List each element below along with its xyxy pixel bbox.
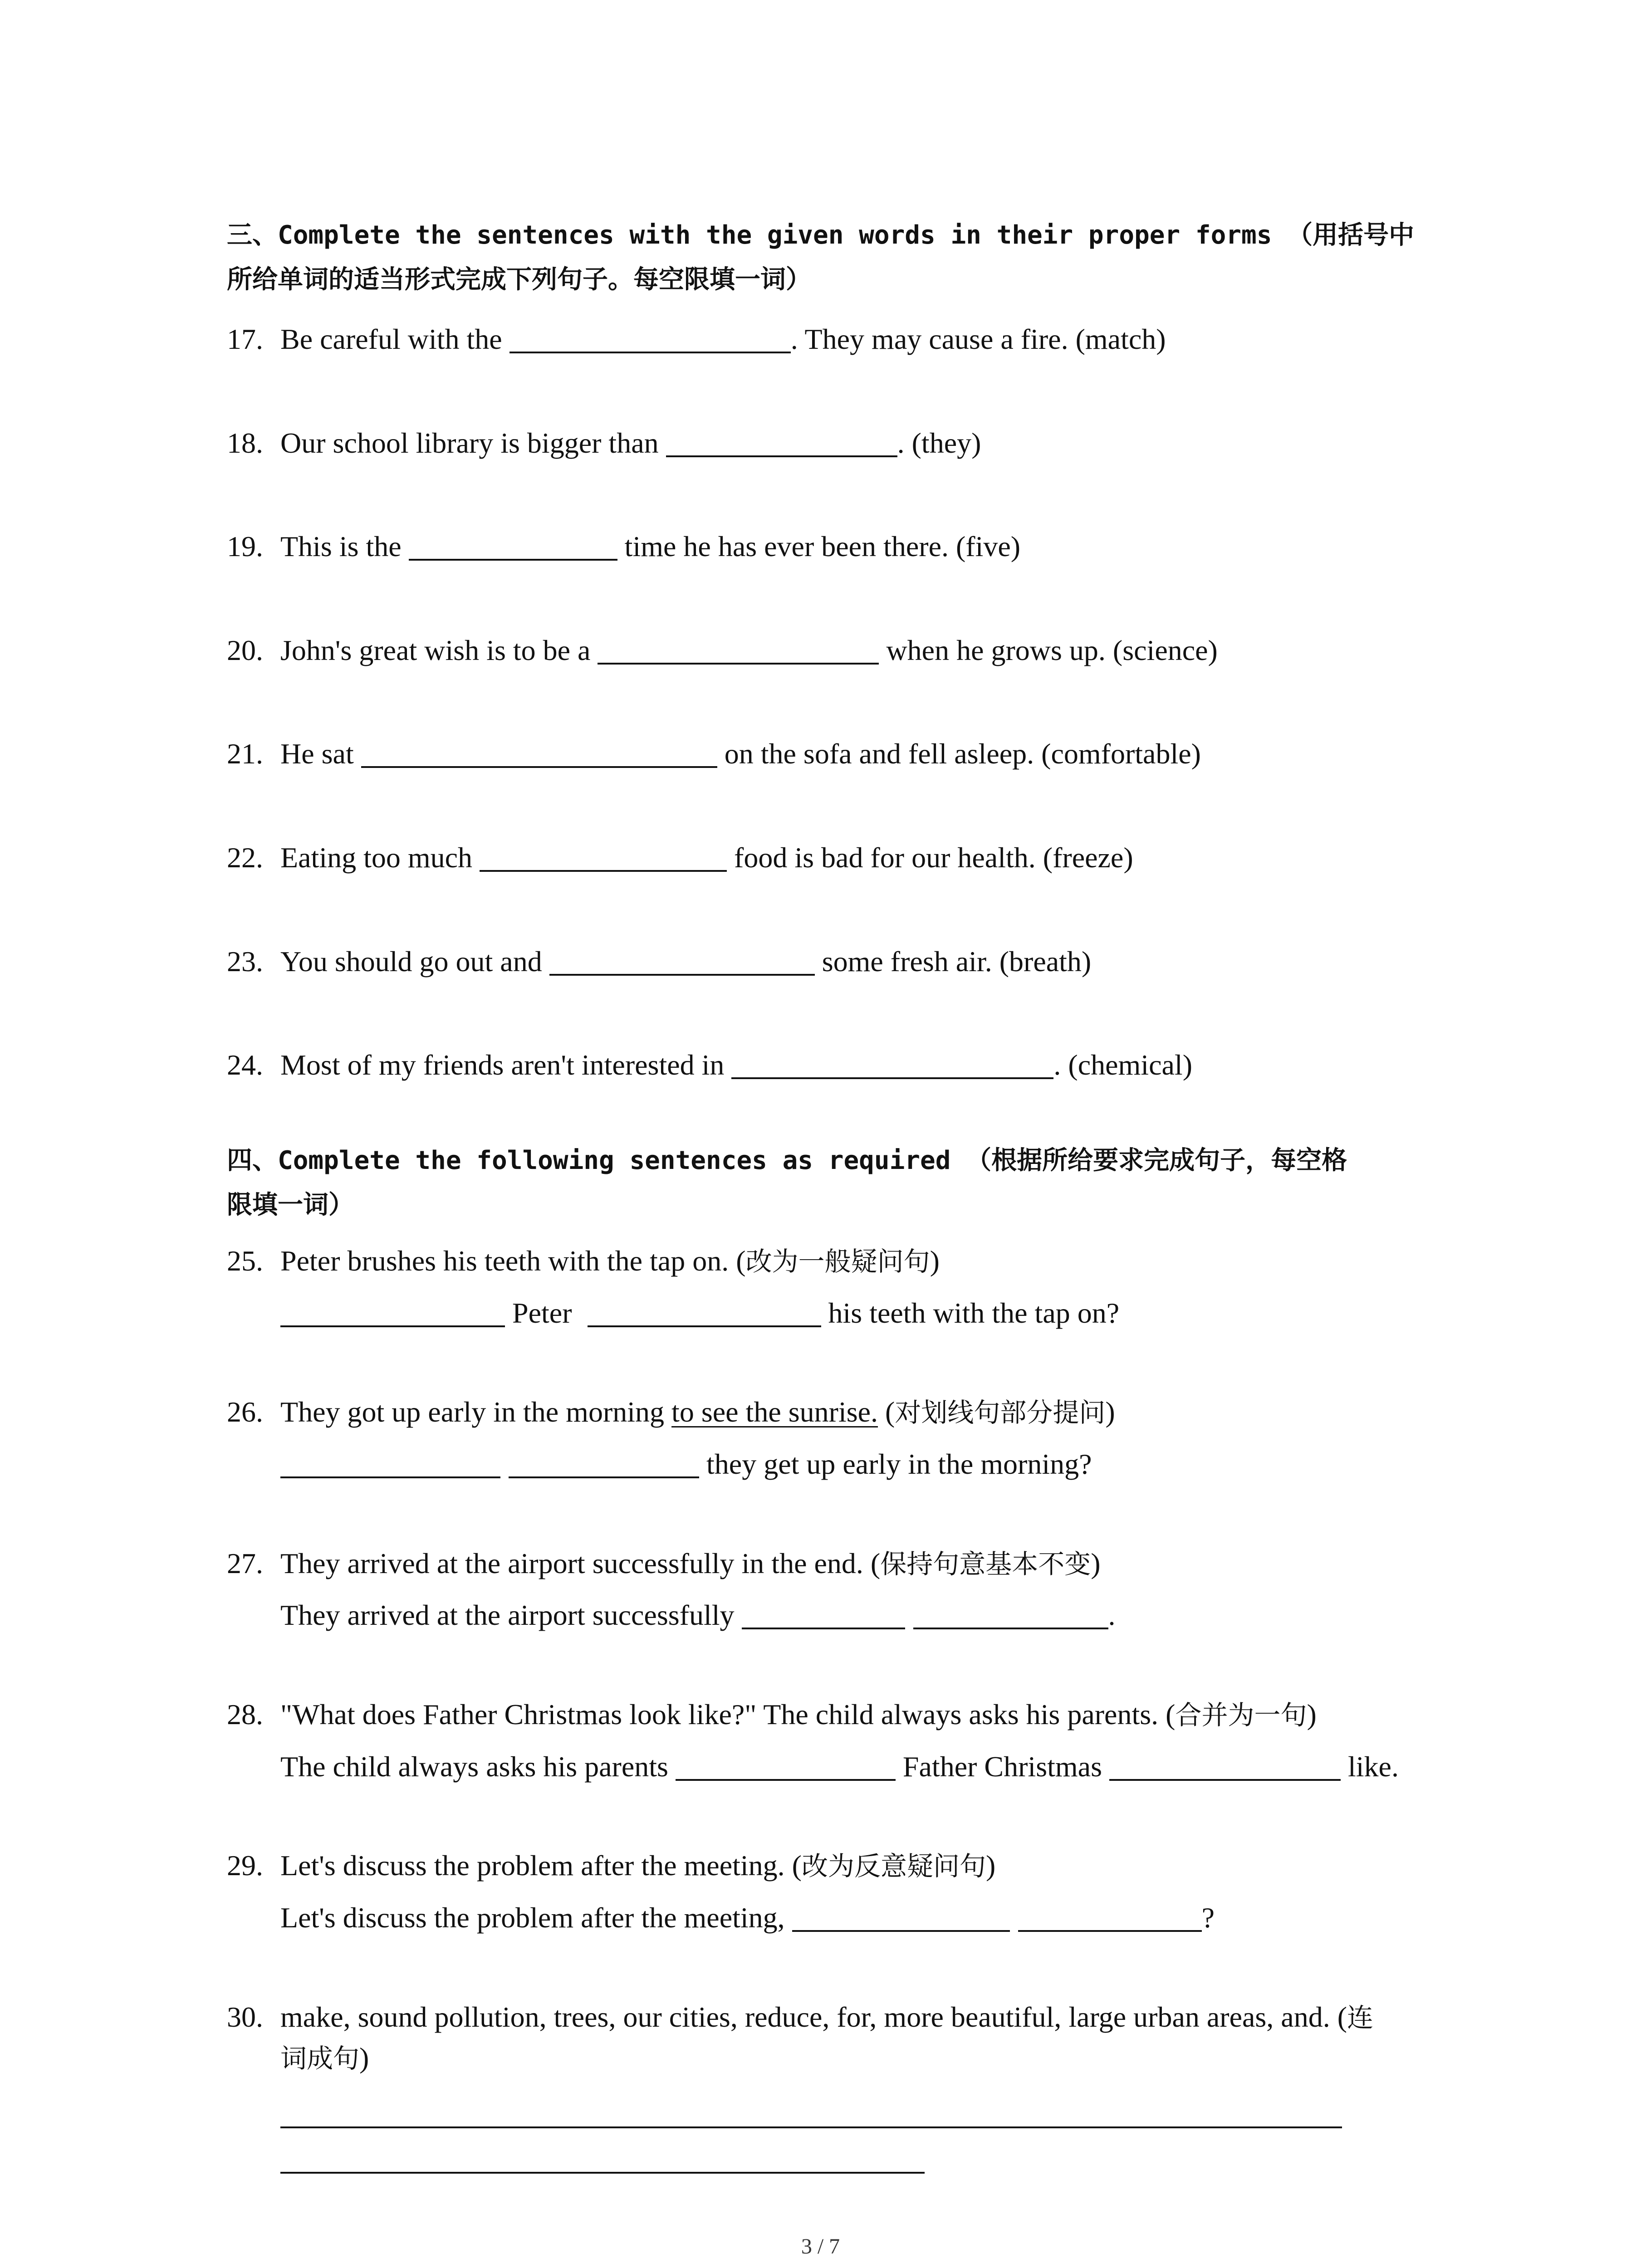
- instruction-text: 改为反意疑问句: [801, 1851, 986, 1882]
- question-text-b: food is bad for our health. (freeze): [727, 841, 1133, 874]
- question-number: 18.: [227, 427, 263, 459]
- question-22: [227, 837, 1133, 878]
- answer-text-a: Let's discuss the problem after the meeting,: [280, 1901, 792, 1934]
- question-29-answer: [280, 1897, 1215, 1938]
- question-text-a: He sat: [280, 738, 361, 770]
- question-number: 29.: [227, 1849, 263, 1882]
- question-number: 24.: [227, 1049, 263, 1081]
- question-number: 26.: [227, 1396, 263, 1428]
- question-text: "What does Father Christmas look like?" The child always asks his parents. (: [280, 1698, 1176, 1730]
- question-27-prompt: [227, 1543, 1101, 1584]
- answer-blank[interactable]: [913, 1599, 1108, 1629]
- question-25-answer: [280, 1293, 1119, 1334]
- question-text: make, sound pollution, trees, our cities, reduce, for, more beautiful, large urban areas, and. (: [280, 2001, 1347, 2033]
- question-number: 27.: [227, 1547, 263, 1579]
- question-text-a: Eating too much: [280, 841, 480, 874]
- question-21: [227, 733, 1201, 774]
- question-number: 25.: [227, 1245, 263, 1277]
- instruction-close: ): [1105, 1396, 1115, 1428]
- instruction-close: ): [930, 1245, 940, 1277]
- answer-blank[interactable]: [480, 842, 727, 872]
- answer-text-a: The child always asks his parents: [280, 1750, 676, 1783]
- answer-text-end: they get up early in the morning?: [699, 1448, 1092, 1480]
- section-4-heading: [227, 1139, 1452, 1227]
- question-text-a: They got up early in the morning: [280, 1396, 672, 1428]
- answer-blank[interactable]: [666, 427, 897, 457]
- question-text-a: John's great wish is to be a: [280, 634, 598, 666]
- answer-blank[interactable]: [742, 1599, 905, 1629]
- question-text-a: Be careful with the: [280, 323, 509, 355]
- question-number: 28.: [227, 1698, 263, 1730]
- question-23: [227, 941, 1091, 982]
- question-text-b: when he grows up. (science): [879, 634, 1218, 666]
- answer-text-end: like.: [1340, 1750, 1399, 1783]
- question-20: [227, 630, 1218, 671]
- section-4-heading-line1: 四、Complete the following sentences as required （根据所给要求完成句子，每空格: [227, 1146, 1347, 1175]
- underlined-phrase: to see the sunrise.: [671, 1396, 878, 1428]
- question-number: 30.: [227, 2001, 263, 2033]
- answer-blank[interactable]: [361, 738, 717, 768]
- question-text-b: . (they): [897, 427, 981, 459]
- question-number: 22.: [227, 841, 263, 874]
- question-text-a: Our school library is bigger than: [280, 427, 666, 459]
- answer-text-end: his teeth with the tap on?: [821, 1297, 1120, 1329]
- section-3-heading-line2: 所给单词的适当形式完成下列句子。每空限填一词）: [227, 265, 811, 294]
- question-text-a: This is the: [280, 530, 409, 562]
- question-text-b: . (chemical): [1053, 1049, 1192, 1081]
- question-text-b: (: [878, 1396, 895, 1428]
- answer-text-end: .: [1108, 1599, 1116, 1631]
- answer-blank[interactable]: [588, 1297, 821, 1327]
- question-text-b: on the sofa and fell asleep. (comfortable): [717, 738, 1201, 770]
- answer-blank[interactable]: [280, 1448, 500, 1478]
- answer-line-2[interactable]: [280, 2172, 925, 2174]
- answer-blank[interactable]: [731, 1049, 1053, 1079]
- question-text: They arrived at the airport successfully in the end. (: [280, 1547, 881, 1579]
- question-30-prompt: [227, 1997, 1373, 2038]
- answer-blank[interactable]: [1018, 1902, 1202, 1932]
- answer-blank[interactable]: [549, 946, 815, 976]
- question-number: 21.: [227, 738, 263, 770]
- answer-blank[interactable]: [676, 1751, 896, 1781]
- instruction-close: ): [1091, 1547, 1101, 1579]
- instruction-text: 改为一般疑问句: [745, 1246, 930, 1277]
- question-number: 20.: [227, 634, 263, 666]
- question-24: [227, 1045, 1192, 1085]
- question-text-a: Most of my friends aren't interested in: [280, 1049, 732, 1081]
- instruction-text: 对划线句部分提问: [895, 1397, 1106, 1428]
- question-text: Let's discuss the problem after the meeting. (: [280, 1849, 802, 1882]
- question-30-prompt-cont: [280, 2038, 369, 2078]
- question-text: Peter brushes his teeth with the tap on. (: [280, 1245, 746, 1277]
- answer-blank[interactable]: [509, 323, 791, 353]
- answer-text-a: They arrived at the airport successfully: [280, 1599, 742, 1631]
- answer-blank[interactable]: [1109, 1751, 1341, 1781]
- question-number: 19.: [227, 530, 263, 562]
- question-29-prompt: [227, 1845, 995, 1886]
- question-number: 23.: [227, 945, 263, 978]
- instruction-text-a: 连: [1347, 2002, 1374, 2033]
- answer-blank[interactable]: [280, 1297, 505, 1327]
- question-18: [227, 423, 981, 464]
- answer-line-1[interactable]: [280, 2126, 1342, 2128]
- instruction-text-b: 词成句: [280, 2043, 360, 2074]
- question-text-b: time he has ever been there. (five): [617, 530, 1021, 562]
- question-17: [227, 319, 1166, 360]
- answer-blank[interactable]: [598, 635, 879, 665]
- instruction-close: ): [1307, 1698, 1317, 1730]
- page-number: 3 / 7: [801, 2234, 840, 2258]
- question-28-prompt: [227, 1694, 1317, 1735]
- section-3-heading-line1: 三、Complete the sentences with the given words in their proper forms （用括号中: [227, 220, 1415, 250]
- question-26-answer: [280, 1444, 1092, 1485]
- question-text-b: some fresh air. (breath): [814, 945, 1092, 978]
- instruction-text: 保持句意基本不变: [880, 1549, 1091, 1579]
- question-number: 17.: [227, 323, 263, 355]
- answer-text-mid: Peter: [505, 1297, 579, 1329]
- question-text-a: You should go out and: [280, 945, 549, 978]
- question-27-answer: [280, 1595, 1116, 1636]
- section-4-heading-line2: 限填一词）: [227, 1190, 354, 1220]
- question-25-prompt: [227, 1241, 940, 1281]
- answer-text-mid: Father Christmas: [895, 1750, 1109, 1783]
- question-28-answer: [280, 1746, 1399, 1787]
- instruction-close: ): [985, 1849, 996, 1882]
- section-3-heading: [227, 213, 1452, 302]
- answer-text-end: ?: [1201, 1901, 1215, 1934]
- answer-blank[interactable]: [509, 1448, 699, 1478]
- instruction-close: ): [359, 2042, 369, 2074]
- question-26-prompt: [227, 1392, 1115, 1432]
- answer-blank[interactable]: [792, 1902, 1010, 1932]
- answer-blank[interactable]: [409, 531, 617, 561]
- question-19: [227, 526, 1020, 567]
- instruction-text: 合并为一句: [1175, 1700, 1307, 1730]
- question-text-b: . They may cause a fire. (match): [790, 323, 1166, 355]
